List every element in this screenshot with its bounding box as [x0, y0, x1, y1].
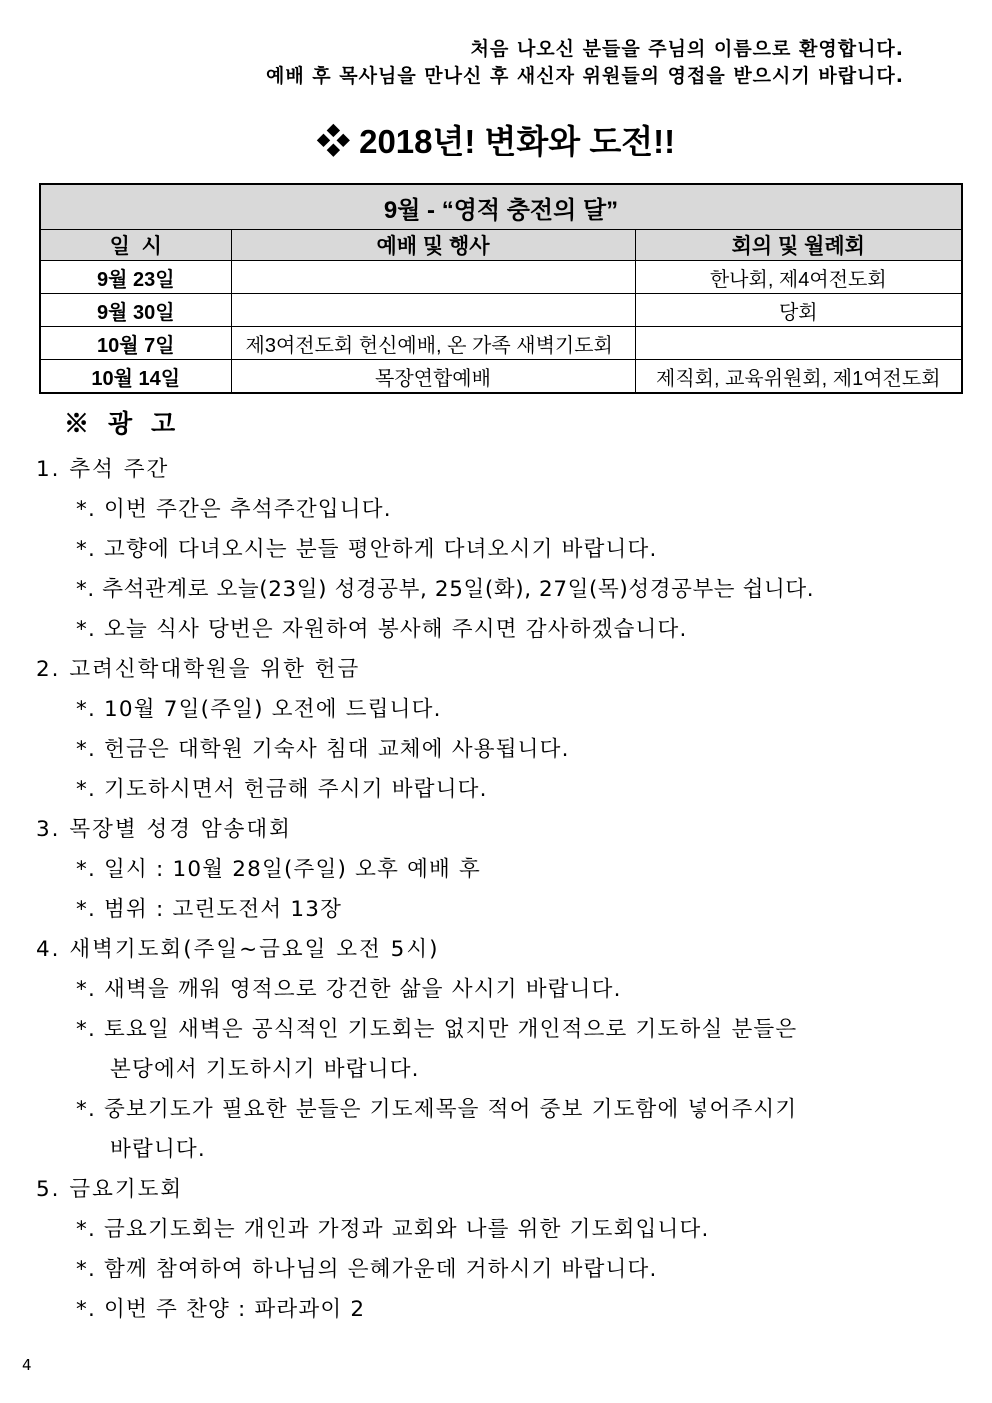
notice-item: *. 이번 주간은 추석주간입니다. — [76, 497, 392, 522]
notice-item: *. 중보기도가 필요한 분들은 기도제목을 적어 중보 기도함에 넣어주시기 — [76, 1097, 798, 1122]
notice-item-continuation: 바랍니다. — [110, 1137, 206, 1162]
row-event — [231, 261, 635, 294]
notice-item-continuation: 본당에서 기도하시기 바랍니다. — [110, 1057, 420, 1082]
header-date: 일 시 — [40, 230, 231, 261]
notice-item: *. 고향에 다녀오시는 분들 평안하게 다녀오시기 바랍니다. — [76, 537, 658, 562]
row-meeting — [635, 327, 962, 360]
notice-item: *. 이번 주 찬양 : 파라과이 2 — [76, 1297, 366, 1322]
row-date: 9월 30일 — [40, 294, 231, 327]
table-row — [40, 261, 962, 294]
notice-section — [36, 450, 966, 650]
month-title: 9월 - “영적 충전의 달” — [40, 184, 962, 230]
table-header-row — [40, 230, 962, 261]
notice-item: *. 금요기도회는 개인과 가정과 교회와 나를 위한 기도회입니다. — [76, 1217, 710, 1242]
notice-item: *. 일시 : 10월 28일(주일) 오후 예배 후 — [76, 857, 482, 882]
notice-heading: ※ 광 고 — [64, 410, 182, 438]
notice-section-title: 5. 금요기도회 — [36, 1177, 184, 1202]
row-event: 제3여전도회 헌신예배, 온 가족 새벽기도회 — [231, 327, 635, 360]
row-meeting: 제직회, 교육위원회, 제1여전도회 — [635, 360, 962, 394]
row-meeting: 한나회, 제4여전도회 — [635, 261, 962, 294]
welcome-line-2: 예배 후 목사님을 만나신 후 새신자 위원들의 영접을 받으시기 바랍니다. — [265, 65, 904, 87]
row-event: 목장연합예배 — [231, 360, 635, 394]
notice-item: *. 추석관계로 오늘(23일) 성경공부, 25일(화), 27일(목)성경공부는 쉽니다. — [76, 577, 815, 602]
notice-section — [36, 650, 966, 810]
row-event — [231, 294, 635, 327]
notice-item: *. 함께 참여하여 하나님의 은혜가운데 거하시기 바랍니다. — [76, 1257, 658, 1282]
header-meetings: 회의 및 월례회 — [635, 230, 962, 261]
notice-item: *. 새벽을 깨워 영적으로 강건한 삶을 사시기 바랍니다. — [76, 977, 622, 1002]
notice-section — [36, 930, 966, 1170]
header-events: 예배 및 행사 — [231, 230, 635, 261]
welcome-message — [266, 36, 904, 90]
notice-section — [36, 810, 966, 930]
page-number: 4 — [22, 1356, 32, 1374]
row-date: 10월 14일 — [40, 360, 231, 394]
row-date: 10월 7일 — [40, 327, 231, 360]
notice-section-title: 3. 목장별 성경 암송대회 — [36, 817, 292, 842]
row-meeting: 당회 — [635, 294, 962, 327]
notice-section-title: 4. 새벽기도회(주일~금요일 오전 5시) — [36, 937, 440, 962]
table-row — [40, 327, 962, 360]
notice-item: *. 토요일 새벽은 공식적인 기도회는 없지만 개인적으로 기도하실 분들은 — [76, 1017, 798, 1042]
page-title: ❖ 2018년! 변화와 도전!! — [316, 123, 676, 160]
notice-item: *. 기도하시면서 헌금해 주시기 바랍니다. — [76, 777, 488, 802]
notice-item: *. 10월 7일(주일) 오전에 드립니다. — [76, 697, 442, 722]
notice-item: *. 범위 : 고린도전서 13장 — [76, 897, 343, 922]
table-row — [40, 360, 962, 394]
month-title-row — [40, 184, 962, 230]
notice-item: *. 헌금은 대학원 기숙사 침대 교체에 사용됩니다. — [76, 737, 570, 762]
notice-section — [36, 1170, 966, 1330]
notice-list — [36, 450, 966, 1330]
table-row — [40, 294, 962, 327]
notice-section-title: 1. 추석 주간 — [36, 457, 170, 482]
welcome-line-1: 처음 나오신 분들을 주님의 이름으로 환영합니다. — [470, 38, 904, 60]
row-date: 9월 23일 — [40, 261, 231, 294]
notice-item: *. 오늘 식사 당번은 자원하여 봉사해 주시면 감사하겠습니다. — [76, 617, 688, 642]
schedule-table — [39, 183, 963, 394]
notice-section-title: 2. 고려신학대학원을 위한 헌금 — [36, 657, 361, 682]
